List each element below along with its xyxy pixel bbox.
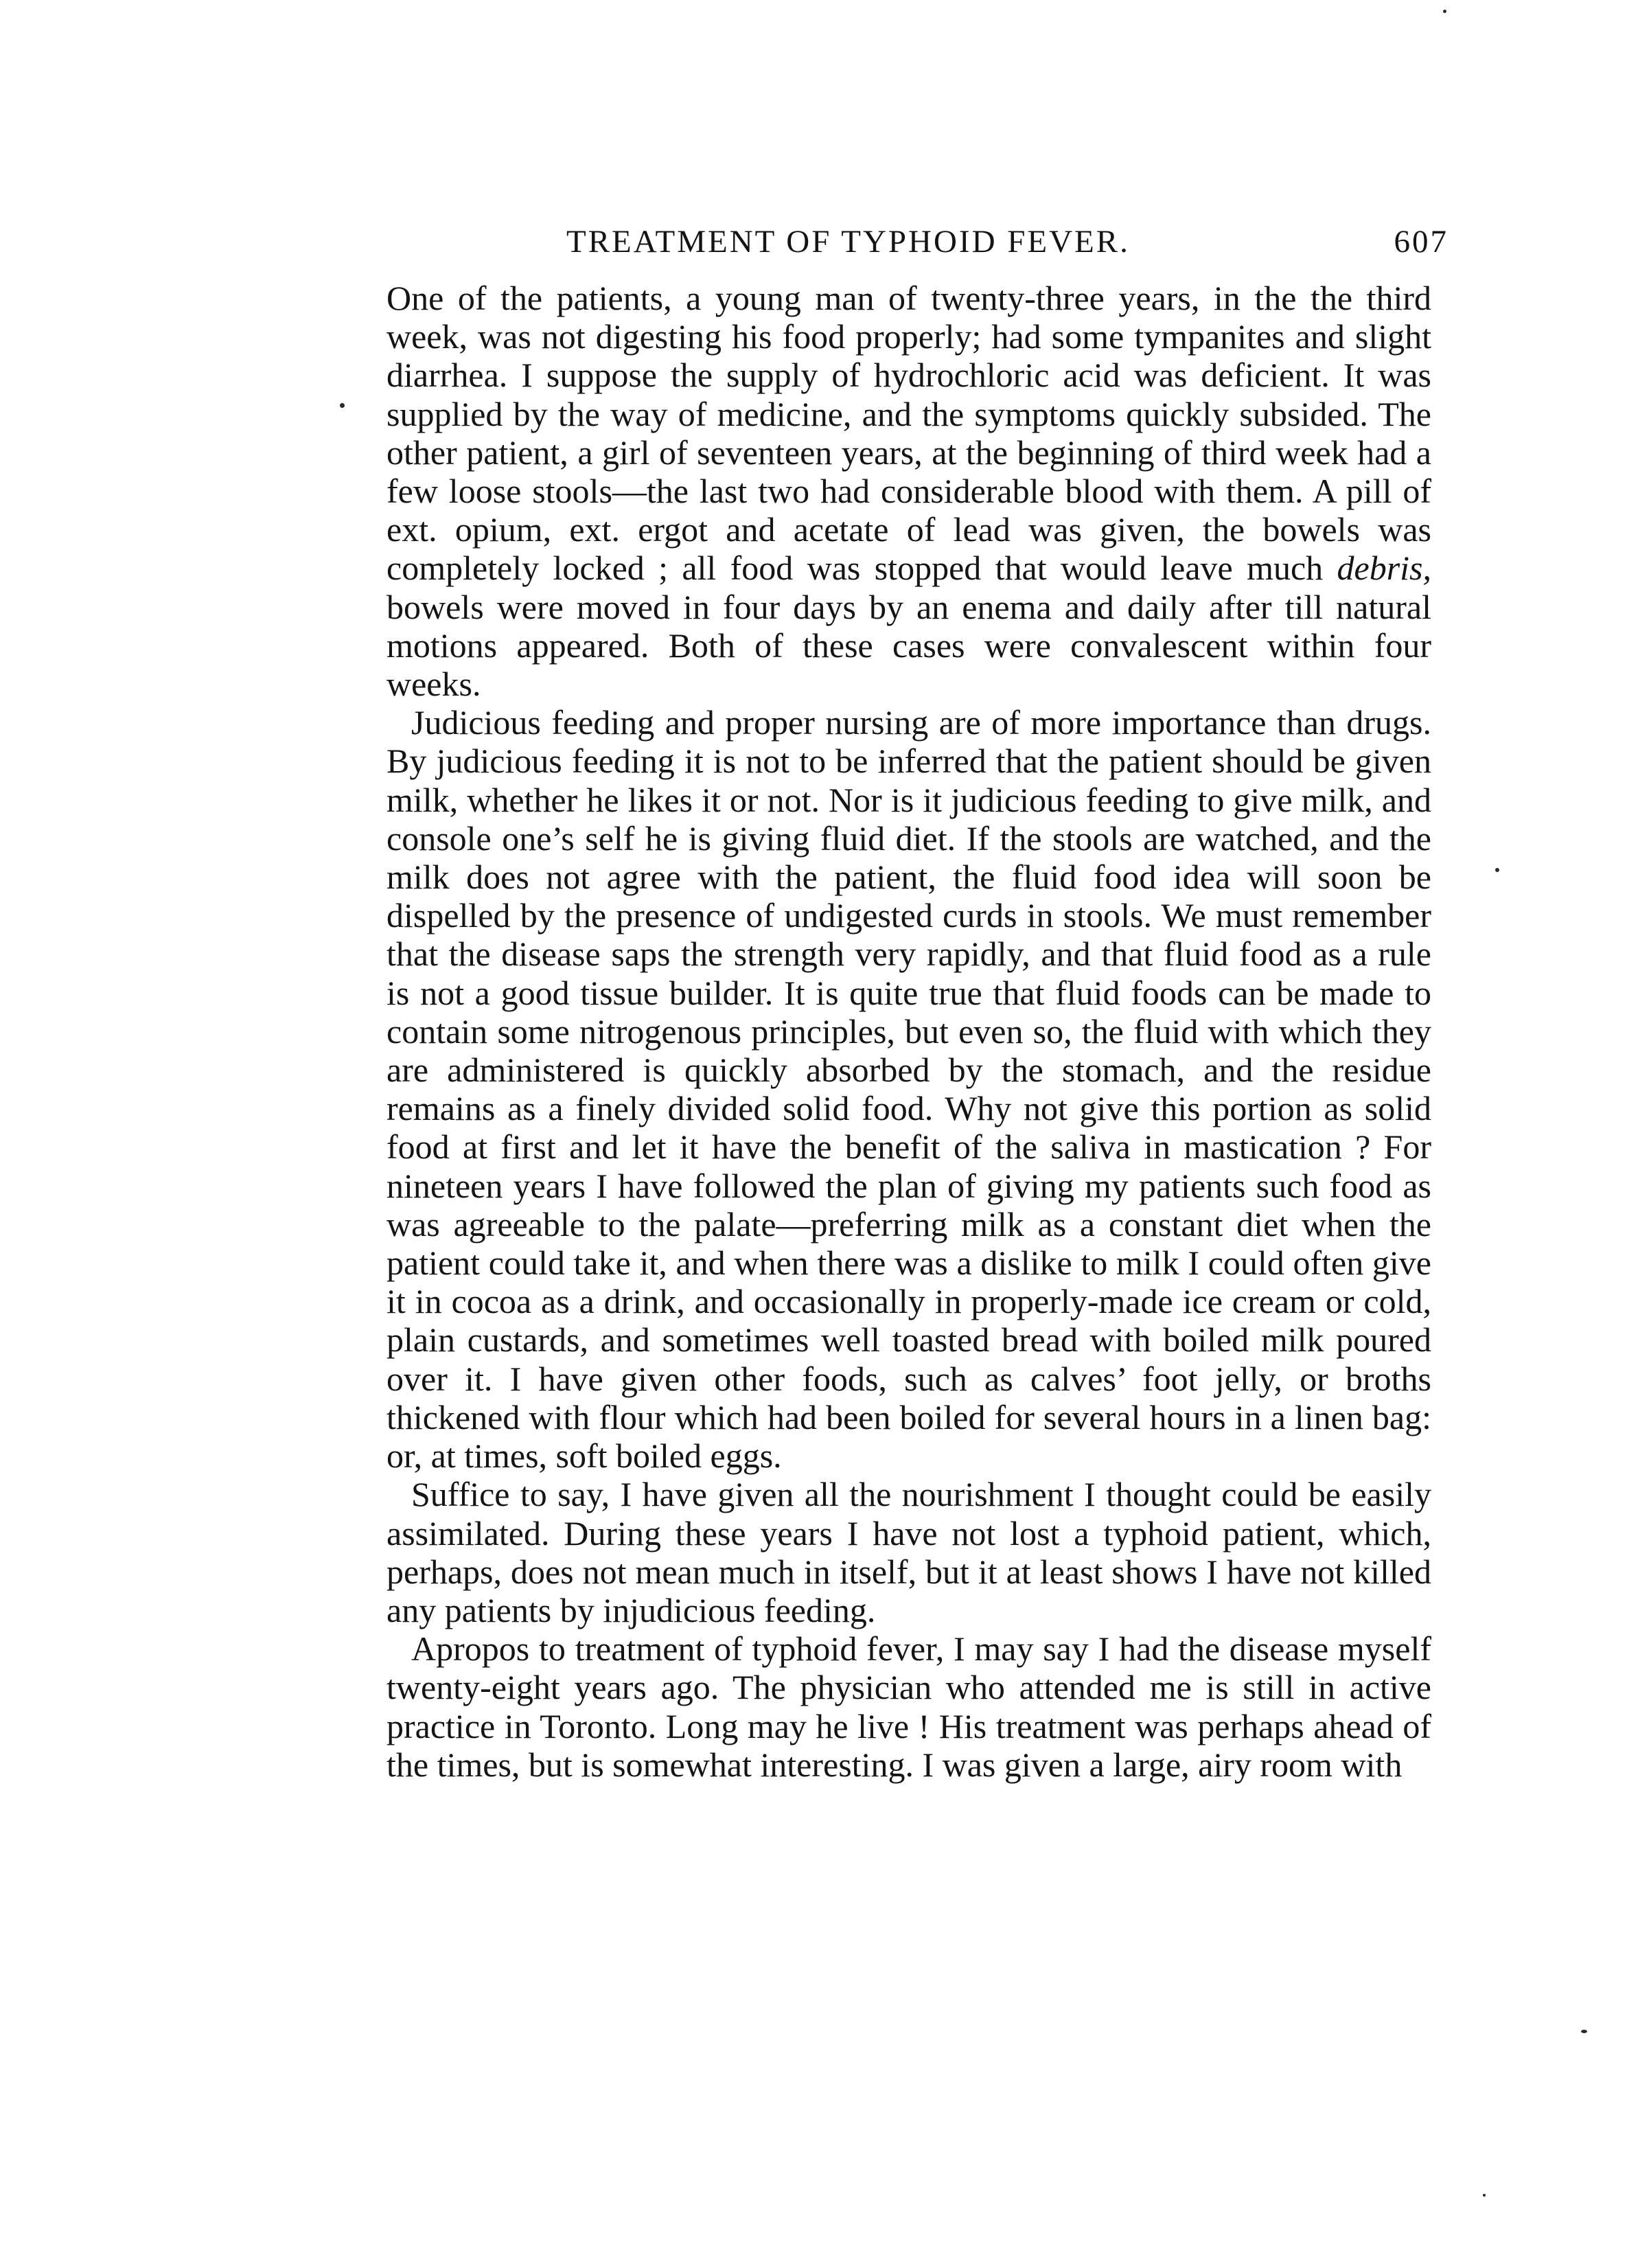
paragraph-3: Suffice to say, I have given all the nourishment I thought could be easily assimilated. During these years I have not lost a typhoid patient, which, perhaps, does not mean much in itself, but it at least shows I have not killed any patients by injudicious feeding. [386, 1475, 1431, 1629]
scan-speck-left [340, 403, 345, 408]
scan-speck-right [1495, 868, 1499, 872]
scan-speck-bottom [1483, 2194, 1486, 2197]
scan-speck-top [1443, 10, 1446, 13]
paragraph-1-text-after: bowels were moved in four days by an enema and daily after till natural motions appeared. Both of these cases were convalescent within four weeks. [386, 587, 1431, 704]
page-number: 607 [1394, 224, 1449, 260]
paragraph-4: Apropos to treatment of typhoid fever, I may say I had the disease myself twenty-eight years ago. The physician who attended me is still in active practice in Toronto. Long may he live ! His treatment was perhaps ahead of the times, but is somewhat interesting. I was given a large, airy room with [386, 1629, 1431, 1784]
scan-speck-margin [1581, 2030, 1587, 2033]
body-text [386, 279, 1431, 1784]
running-head [384, 214, 1449, 269]
italic-term: debris, [1337, 549, 1431, 588]
running-title: TREATMENT OF TYPHOID FEVER. [566, 224, 1130, 260]
paragraph-1-text-before: One of the patients, a young man of twenty-three years, in the the third week, was not digesting his food properly; had some tympanites and slight diarrhea. I suppose the supply of hydrochloric acid was deficient. It was supplied by the way of medicine, and the symptoms quickly subsided. The other patient, a girl of seventeen years, at the beginning of third week had a few loose stools—the last two had considerable blood with them. A pill of ext. opium, ext. ergot and acetate of lead was given, the bowels was completely locked ; all food was stopped that would leave much [386, 279, 1431, 588]
paragraph-2: Judicious feeding and proper nursing are of more importance than drugs. By judicious feeding it is not to be inferred that the patient should be given milk, whether he likes it or not. Nor is it judicious feeding to give milk, and console one’s self he is giving fluid diet. If the stools are watched, and the milk does not agree with the patient, the fluid food idea will soon be dispelled by the presence of undigested curds in stools. We must remember that the disease saps the strength very rapidly, and that fluid food as a rule is not a good tissue builder. It is quite true that fluid foods can be made to contain some nitrogenous principles, but even so, the fluid with which they are administered is quickly absorbed by the stomach, and the residue remains as a finely divided solid food. Why not give this portion as solid food at first and let it have the benefit of the saliva in mastication ? For nineteen years I have followed the plan of giving my patients such food as was agreeable to the palate—preferring milk as a constant diet when the patient could take it, and when there was a dislike to milk I could often give it in cocoa as a drink, and occasionally in properly-made ice cream or cold, plain custards, and sometimes well toasted bread with boiled milk poured over it. I have given other foods, such as calves’ foot jelly, or broths thickened with flour which had been boiled for several hours in a linen bag: or, at times, soft boiled eggs. [386, 703, 1431, 1476]
paragraph-1 [386, 279, 1431, 703]
